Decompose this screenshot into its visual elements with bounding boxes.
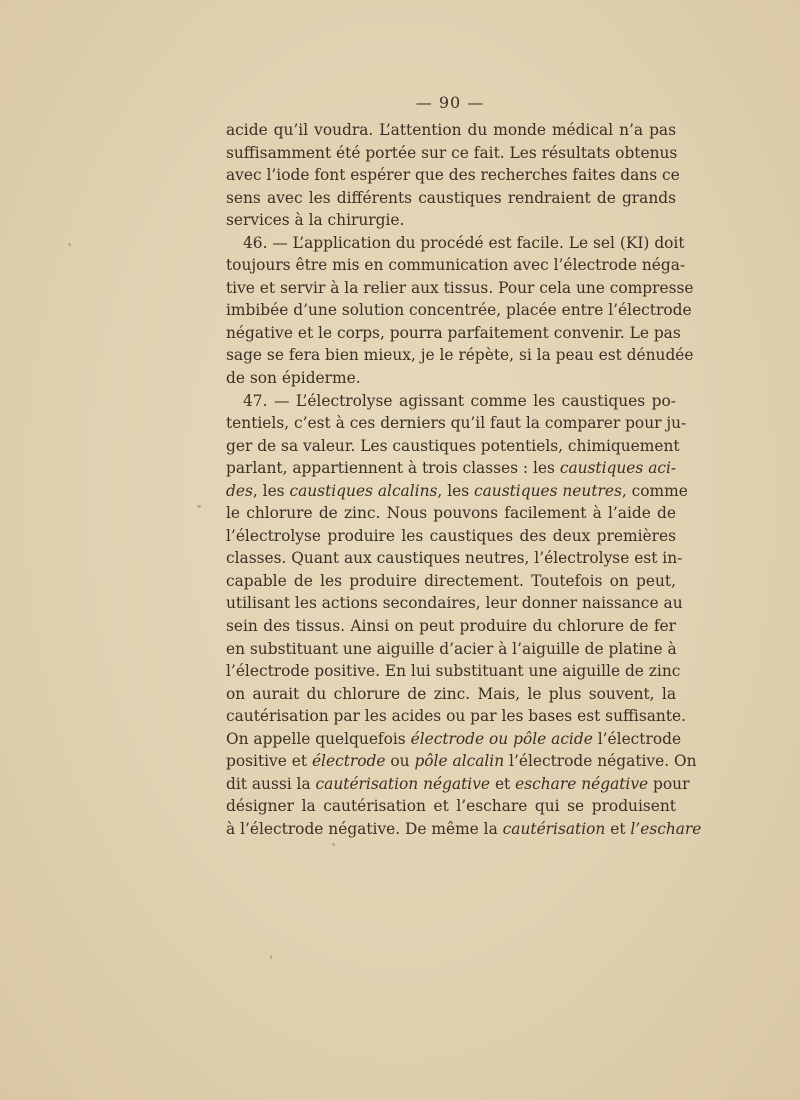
text-segment: acide qu’il voudra. L’attention du monde médical n’a pas [226, 121, 676, 139]
text-segment: tive et servir à la relier aux tissus. Pour cela une compresse [226, 278, 694, 297]
text-segment: et [490, 774, 516, 793]
text-segment: l’électrode [592, 729, 682, 748]
text-line [226, 254, 686, 277]
text-line [226, 344, 694, 367]
text-segment: sein des tissus. Ainsi on peut produire du chlorure de fer [226, 617, 676, 636]
paper-speck [270, 955, 272, 959]
text-segment: l’électrode négative. On [504, 752, 697, 771]
text-line [226, 412, 687, 435]
text-line [226, 683, 676, 706]
text-segment: , les [437, 481, 475, 500]
text-line [226, 660, 681, 683]
text-line [226, 232, 685, 255]
italic-text: cautérisation négative [315, 774, 491, 793]
italic-text: des [226, 481, 253, 500]
text-segment: à l’électrode négative. De même la [226, 819, 503, 838]
paper-speck [332, 843, 335, 846]
italic-text: électrode [311, 752, 386, 771]
text-segment: services à la chirurgie. [226, 211, 405, 230]
text-segment: , les [252, 481, 290, 500]
text-line [226, 367, 676, 390]
text-line [226, 164, 680, 187]
text-segment: pour [648, 774, 690, 793]
text-line [226, 818, 702, 841]
text-segment: sage se fera bien mieux, je le répète, si la peau est dénudée [226, 346, 694, 365]
text-line [226, 547, 683, 570]
italic-text: caustiques neutres [474, 481, 622, 500]
text-segment: on aurait du chlorure de zinc. Mais, le plus souvent, la [226, 684, 676, 703]
text-line [226, 322, 681, 345]
text-line [226, 615, 676, 638]
body-text [226, 119, 702, 841]
paper-speck [68, 243, 71, 246]
italic-text: pôle alcalin [414, 752, 505, 771]
italic-text: eschare négative [515, 774, 649, 793]
text-line [226, 502, 676, 525]
text-segment: ger de sa valeur. Les caustiques potentiels, chimiquement [226, 436, 680, 455]
text-line [226, 525, 676, 548]
text-segment: l’électrolyse produire les caustiques des deux premières [226, 526, 676, 545]
text-segment: capable de les produire directement. Toutefois on peut, [226, 571, 676, 590]
text-segment: l’électrode positive. En lui substituant une aiguille de zinc [226, 662, 681, 681]
text-line [226, 750, 697, 773]
text-segment: de son épiderme. [226, 369, 361, 388]
text-segment: tentiels, c’est à ces derniers qu’il faut la comparer pour ju- [226, 414, 687, 433]
text-line [226, 705, 687, 728]
italic-text: caustiques aci- [559, 459, 677, 478]
text-segment: utilisant les actions secondaires, leur donner naissance au [226, 594, 683, 613]
text-segment: en substituant une aiguille d’acier à l’aiguille de platine à [226, 639, 677, 658]
text-segment: 47. — L’électrolyse agissant comme les caustiques po- [243, 391, 676, 410]
italic-text: cautérisation [502, 819, 606, 838]
text-segment: sens avec les différents caustiques rendraient de grands [226, 188, 676, 207]
text-segment: avec l’iode font espérer que des recherches faites dans ce [226, 166, 680, 185]
text-segment: On appelle quelquefois [226, 729, 411, 748]
text-segment: classes. Quant aux caustiques neutres, l’électrolyse est in- [226, 549, 683, 568]
text-segment: , comme [621, 481, 688, 500]
text-line [226, 795, 676, 818]
text-segment: cautérisation par les acides ou par les bases est suffisante. [226, 707, 687, 726]
text-line [226, 638, 676, 661]
text-segment: toujours être mis en communication avec l’électrode néga- [226, 256, 686, 275]
text-segment: désigner la cautérisation et l’eschare qui se produisent [226, 797, 676, 816]
text-segment: 46. — L’application du procédé est facile. Le sel (KI) doit [243, 233, 685, 252]
text-line [226, 299, 692, 322]
text-line [226, 435, 680, 458]
text-line [226, 277, 694, 300]
paper-speck [197, 505, 201, 508]
text-segment: le chlorure de zinc. Nous pouvons facilement à l’aide de [226, 504, 676, 523]
text-line [226, 209, 676, 232]
text-line [226, 570, 676, 593]
page-number: — 90 — [415, 93, 485, 112]
text-segment: et [605, 819, 631, 838]
text-segment: négative et le corps, pourra parfaitement convenir. Le pas [226, 323, 681, 342]
text-line [226, 480, 688, 503]
italic-text: caustiques alcalins [289, 481, 438, 500]
text-line [226, 390, 676, 413]
text-line [226, 592, 683, 615]
text-line [226, 773, 690, 796]
text-segment: dit aussi la [226, 774, 316, 793]
italic-text: l’eschare [630, 819, 702, 838]
text-line [226, 457, 676, 480]
text-segment: positive et [226, 752, 312, 771]
text-segment: suffisamment été portée sur ce fait. Les résultats obtenus [226, 143, 678, 162]
text-segment: parlant, appartiennent à trois classes : les [226, 459, 560, 478]
text-line [226, 142, 676, 165]
text-line [226, 728, 682, 751]
text-segment: imbibée d’une solution concentrée, placée entre l’électrode [226, 301, 692, 320]
text-line [226, 187, 676, 210]
text-segment: ou [385, 752, 415, 771]
italic-text: électrode ou pôle acide [410, 729, 593, 748]
text-line [226, 119, 676, 142]
